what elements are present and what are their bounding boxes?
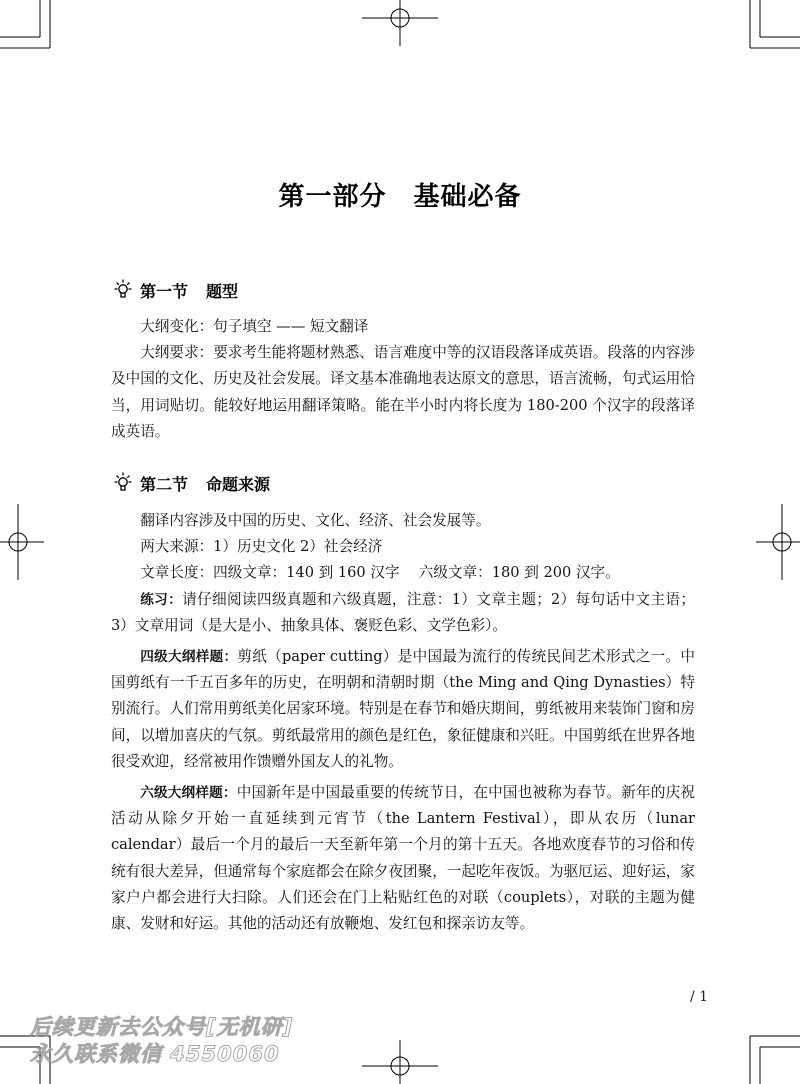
section2-body: [111, 508, 695, 937]
part-title: 第一部分 基础必备: [278, 182, 522, 212]
cet6-sample-paragraph: [111, 780, 695, 937]
watermark-line-2: 永久联系微信 4550060: [30, 1042, 280, 1066]
cet6-sample-text: 中国新年是中国最重要的传统节日，在中国也被称为春节。新年的庆祝活动从除夕开始一直延续到元宵节（the Lantern Festival），即从农历（lunar calendar）最后一个月的最后一天至新年第一个月的第十五天。各地欢度春节的习俗和传统有很大差异，但通常每个家庭都会在除夕夜团聚，一起吃年夜饭。为驱厄运、迎好运，家家户户都会进行大扫除。人们还会在门上粘贴红色的对联（couplets），对联的主题为健康、发财和好运。其他的活动还有放鞭炮、发红包和探亲访友等。: [111, 784, 695, 933]
cet6-sample-label: 六级大纲样题：: [140, 785, 237, 802]
section-title: 题型: [206, 281, 239, 301]
section-title: 命题来源: [206, 474, 271, 494]
cet4-sample-label: 四级大纲样题：: [140, 649, 238, 666]
practice-paragraph: [111, 587, 695, 639]
watermark: [30, 1014, 360, 1068]
section-number: 第二节: [140, 474, 189, 494]
practice-text: 请仔细阅读四级真题和六级真题，注意：1）文章主题；2）每句话中文主语；3）文章用词（是大是小、抽象具体、褒贬色彩、文学色彩）。: [111, 590, 695, 634]
page-number: / 1: [690, 989, 709, 1005]
cet4-sample-text: 剪纸（paper cutting）是中国最为流行的传统民间艺术形式之一。中国剪纸有一千五百多年的历史，在明朝和清朝时期（the Ming and Qing Dynasties）特别流行。人们常用剪纸美化居家环境。特别是在春节和婚庆期间，剪纸被用来装饰门窗和房间，以增加喜庆的气氛。剪纸最常用的颜色是红色，象征健康和兴旺。中国剪纸在世界各地很受欢迎，经常被用作馈赠外国友人的礼物。: [111, 648, 695, 770]
lightbulb-icon: [112, 472, 134, 494]
syllabus-requirement: 大纲要求：要求考生能将题材熟悉、语言难度中等的汉语段落译成英语。段落的内容涉及中国的文化、历史及社会发展。译文基本准确地表达原文的意思，语言流畅，句式运用恰当，用词贴切。能较好地运用翻译策略。能在半小时内将长度为 180-200 个汉字的段落译成英语。: [111, 344, 695, 440]
section-number: 第一节: [140, 281, 189, 301]
syllabus-change: 大纲变化：句子填空 —— 短文翻译: [140, 318, 369, 335]
section1-body: [111, 314, 695, 445]
article-length: 文章长度：四级文章：140 到 160 汉字 六级文章：180 到 200 汉字。: [140, 564, 620, 582]
watermark-line-1: 后续更新去公众号[无机研]: [30, 1015, 294, 1039]
translation-scope: 翻译内容涉及中国的历史、文化、经济、社会发展等。: [140, 512, 491, 529]
lightbulb-icon: [112, 279, 134, 301]
two-sources: 两大来源：1）历史文化 2）社会经济: [140, 538, 383, 556]
cet4-sample-paragraph: [111, 644, 695, 775]
practice-label: 练习：: [140, 591, 183, 608]
section-heading-question-type: [112, 279, 238, 301]
section-heading-question-source: [112, 472, 270, 494]
